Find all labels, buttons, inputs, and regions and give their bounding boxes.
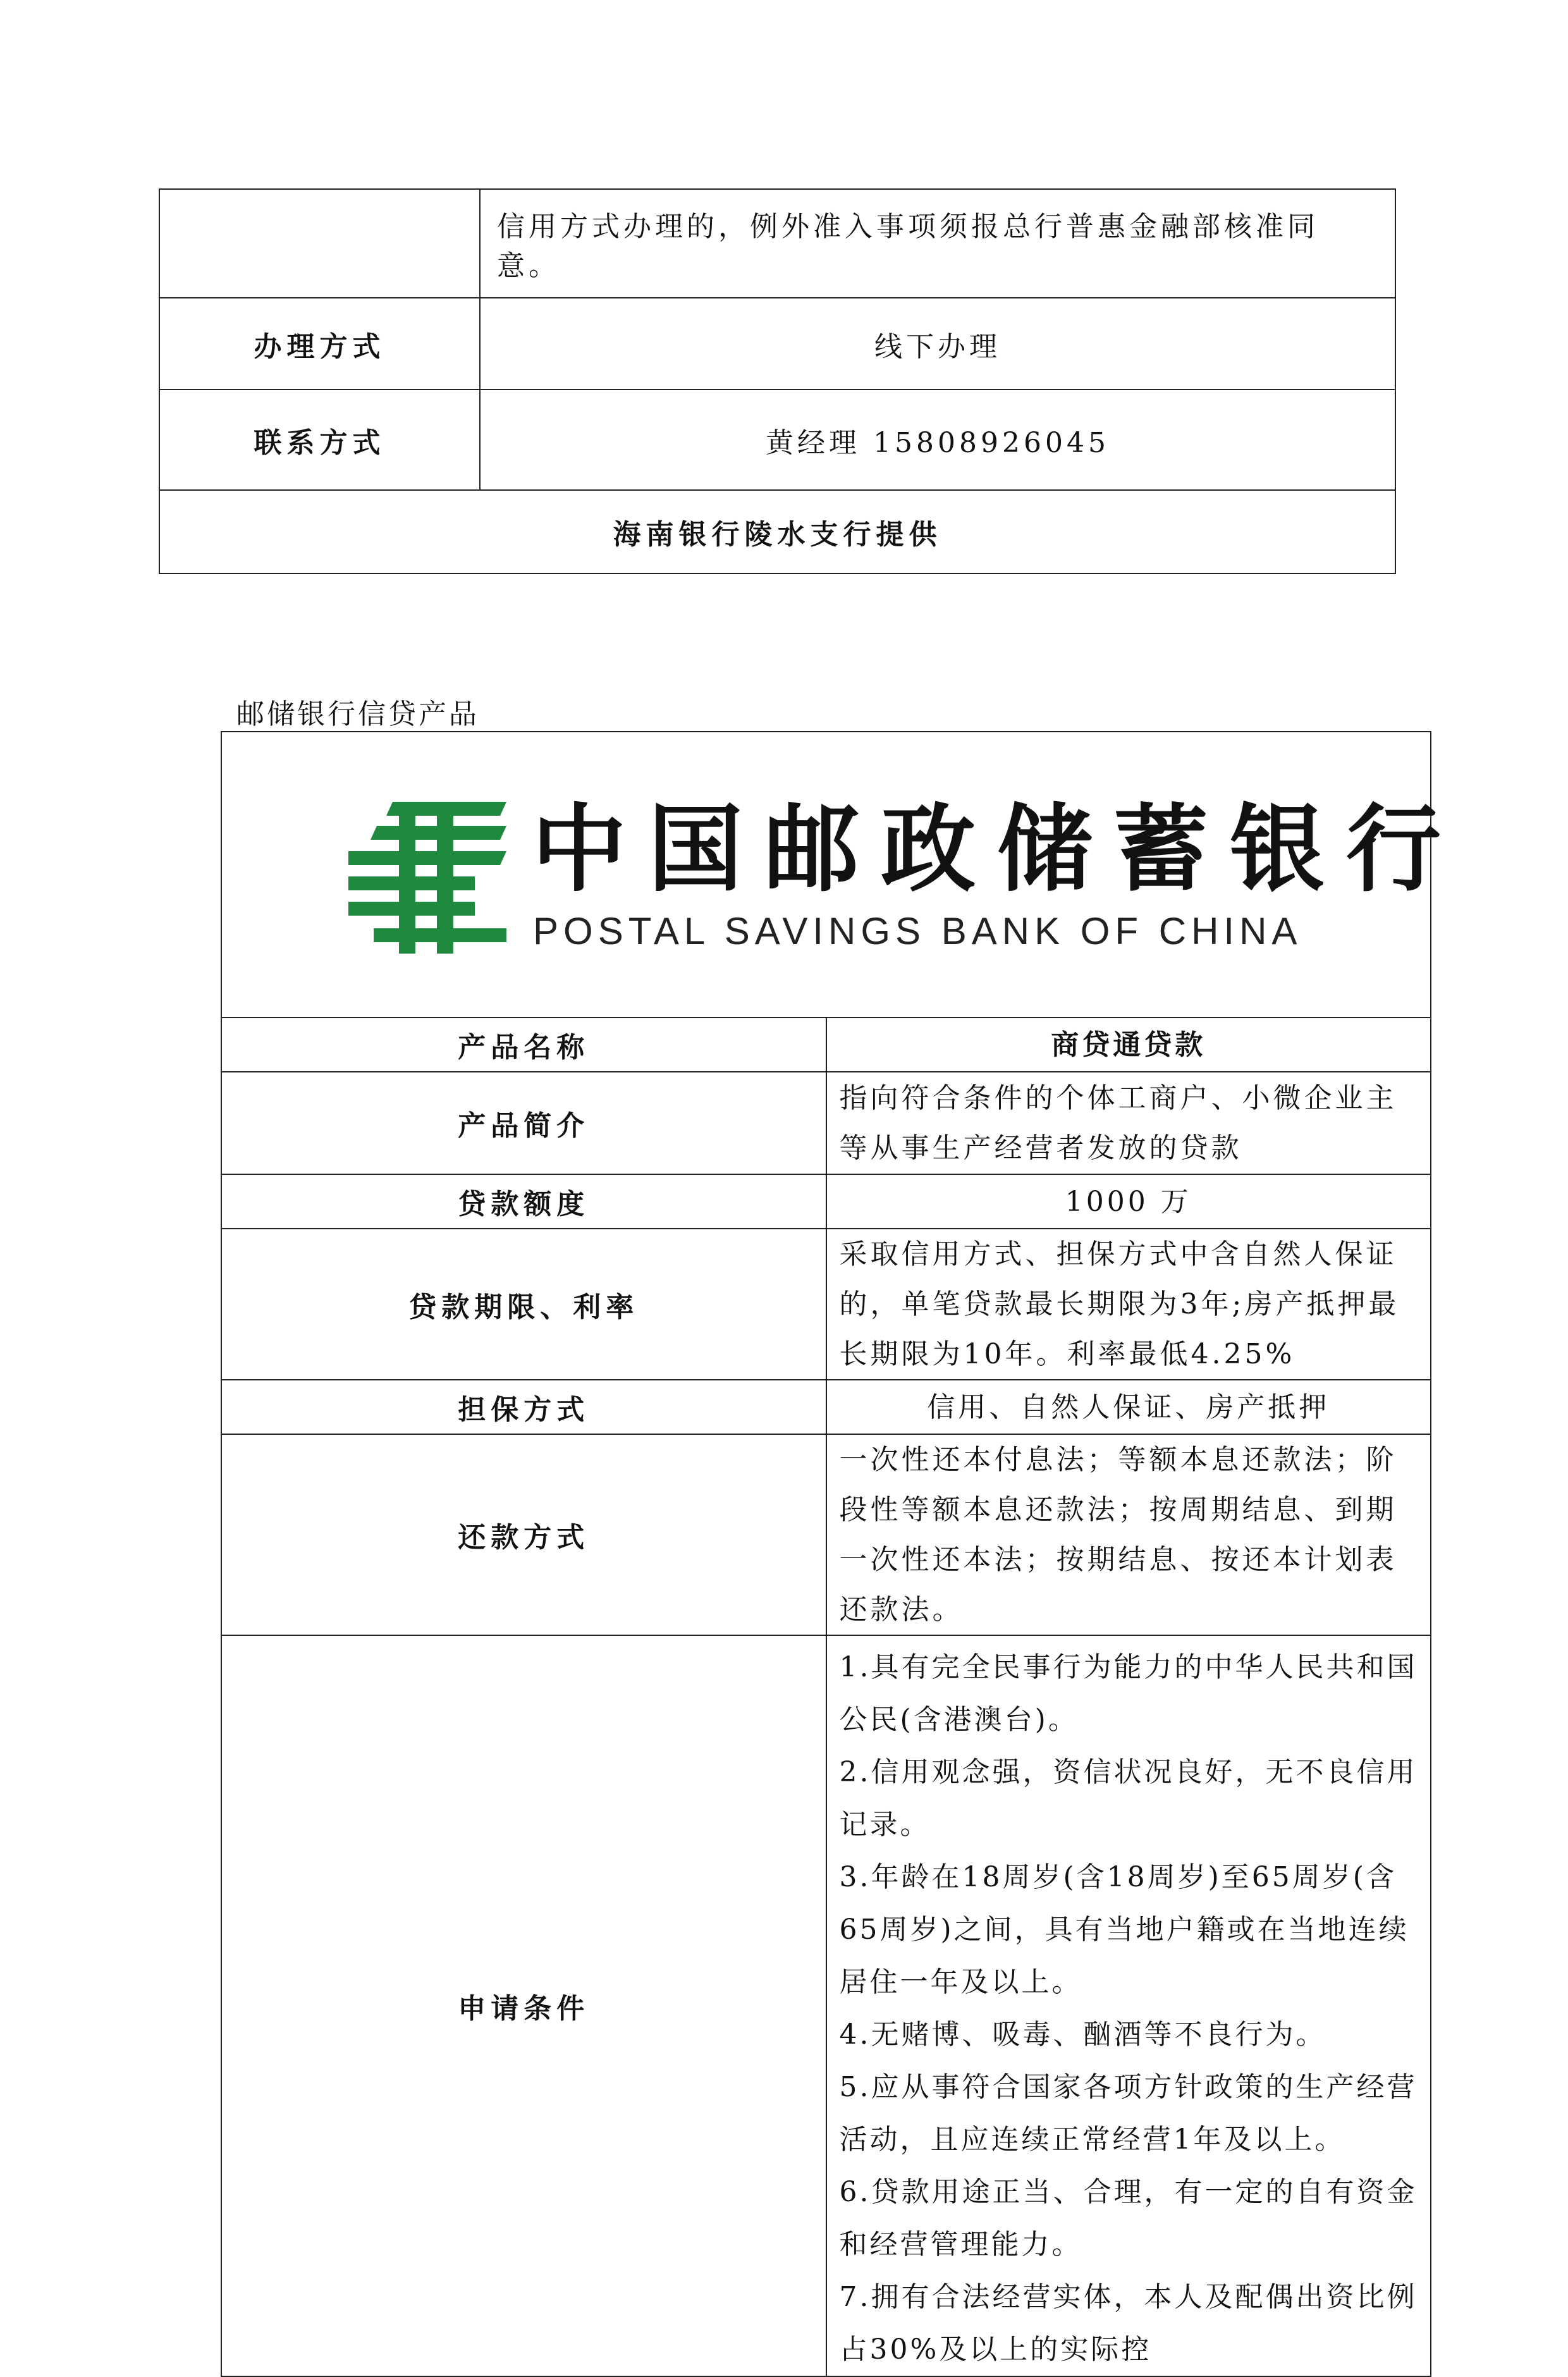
list-item: 3.年龄在18周岁(含18周岁)至65周岁(含65周岁)之间，具有当地户籍或在当地连续居住一年及以上。 <box>839 1861 1409 1998</box>
list-item: 4.无赌博、吸毒、酗酒等不良行为。 <box>839 2018 1326 2051</box>
logo-cell <box>221 732 1463 1017</box>
table-row <box>159 490 1395 574</box>
list-item: 7.拥有合法经营实体，本人及配偶出资比例占30%及以上的实际控 <box>839 2281 1418 2366</box>
table-row <box>159 189 1395 298</box>
rule-text: 信用方式办理的，例外准入事项须报总行普惠金融部核准同意。 <box>497 211 1319 282</box>
table-row <box>221 1380 1431 1434</box>
row-label: 产品名称 <box>221 1017 826 1072</box>
row-label: 贷款期限、利率 <box>221 1229 826 1380</box>
table-row <box>159 298 1395 390</box>
empty-label-cell <box>159 189 480 298</box>
requirements-label: 申请条件 <box>221 1635 826 2376</box>
guarantee-value: 信用、自然人保证、房产抵押 <box>826 1380 1431 1434</box>
logo-chinese-name: 中国邮政储蓄银行 <box>532 794 1463 905</box>
method-value: 线下办理 <box>480 298 1395 390</box>
rule-cell <box>480 189 1395 298</box>
method-label: 办理方式 <box>159 298 480 390</box>
table-row <box>221 1229 1431 1380</box>
psbc-emblem-icon <box>348 802 506 954</box>
contact-value: 黄经理 15808926045 <box>480 390 1395 490</box>
section-heading: 邮储银行信贷产品 <box>236 698 479 730</box>
provider-note: 海南银行陵水支行提供 <box>159 490 1395 574</box>
loan-amount-value: 1000 万 <box>826 1174 1431 1229</box>
hainan-bank-table <box>159 188 1396 574</box>
list-item: 5.应从事符合国家各项方针政策的生产经营活动，且应连续正常经营1年及以上。 <box>839 2071 1418 2156</box>
psbc-logo <box>348 794 1463 960</box>
logo-row <box>221 732 1431 1017</box>
list-item: 6.贷款用途正当、合理，有一定的自有资金和经营管理能力。 <box>839 2176 1418 2261</box>
list-item: 2.信用观念强，资信状况良好，无不良信用记录。 <box>839 1756 1418 1841</box>
row-label: 产品简介 <box>221 1072 826 1174</box>
table-row <box>221 1635 1431 2376</box>
row-label: 担保方式 <box>221 1380 826 1434</box>
loan-term-rate-value: 采取信用方式、担保方式中含自然人保证的，单笔贷款最长期限为3年;房产抵押最长期限为10年。利率最低4.25% <box>826 1229 1431 1380</box>
table-row <box>159 390 1395 490</box>
table-row <box>221 1434 1431 1635</box>
requirements-list <box>826 1635 1431 2376</box>
logo-english-name: POSTAL SAVINGS BANK OF CHINA <box>533 910 1302 952</box>
psbc-product-table <box>221 731 1463 2377</box>
row-label: 贷款额度 <box>221 1174 826 1229</box>
repayment-value: 一次性还本付息法；等额本息还款法；阶段性等额本息还款法；按周期结息、到期一次性还本法；按期结息、按还本计划表还款法。 <box>826 1434 1431 1635</box>
table-row <box>221 1017 1431 1072</box>
product-name-value: 商贷通贷款 <box>826 1017 1431 1072</box>
row-label: 还款方式 <box>221 1434 826 1635</box>
contact-label: 联系方式 <box>159 390 480 490</box>
table-row <box>221 1072 1431 1174</box>
table-row <box>221 1174 1431 1229</box>
list-item: 1.具有完全民事行为能力的中华人民共和国公民(含港澳台)。 <box>839 1651 1418 1736</box>
product-intro-value: 指向符合条件的个体工商户、小微企业主等从事生产经营者发放的贷款 <box>826 1072 1431 1174</box>
